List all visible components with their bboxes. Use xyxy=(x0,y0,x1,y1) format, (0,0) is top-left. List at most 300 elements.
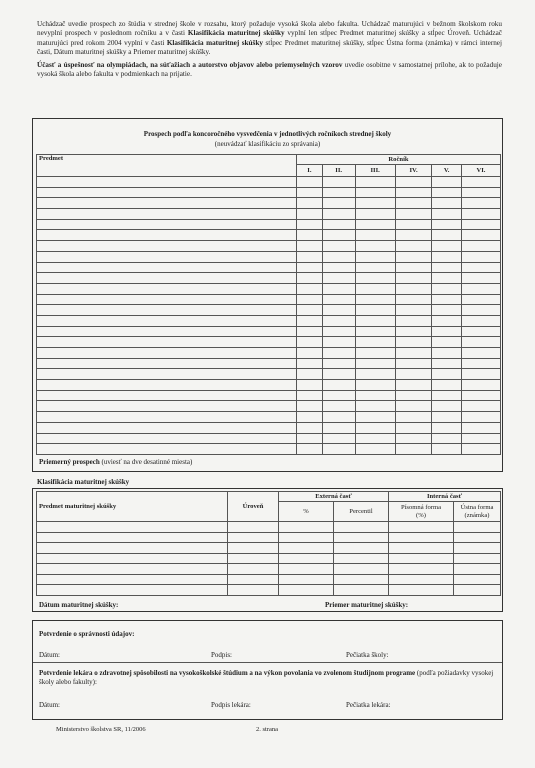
grade-cell[interactable] xyxy=(297,177,323,188)
grade-cell[interactable] xyxy=(297,433,323,444)
exam-row[interactable] xyxy=(37,585,501,596)
grade-cell[interactable] xyxy=(322,187,355,198)
exam-cell[interactable] xyxy=(454,522,501,533)
instruction-bold: Klasifikácia maturitnej skúšky xyxy=(166,38,263,47)
footer-page-number: 2. strana xyxy=(256,726,279,733)
grade-cell[interactable] xyxy=(432,187,461,198)
grade-cell[interactable] xyxy=(432,198,461,209)
exam-cell[interactable] xyxy=(334,532,389,543)
grade-row[interactable] xyxy=(37,326,501,337)
grade-cell[interactable] xyxy=(395,358,432,369)
grade-cell[interactable] xyxy=(461,337,500,348)
grade-cell[interactable] xyxy=(297,380,323,391)
exam-cell[interactable] xyxy=(454,532,501,543)
exam-cell[interactable] xyxy=(228,564,279,575)
grade-row[interactable] xyxy=(37,187,501,198)
grade-cell[interactable] xyxy=(461,433,500,444)
grade-row[interactable] xyxy=(37,273,501,284)
exam-cell[interactable] xyxy=(389,574,454,585)
instruction-text: vyplní len stĺpec Predmet maturitnej skúšky a stĺpec Úroveň. Uchádzač maturujúci pred rokom 2004 vyplní v časti xyxy=(37,29,502,47)
grade-cell[interactable] xyxy=(322,422,355,433)
exam-cell[interactable] xyxy=(389,532,454,543)
exam-col-oral xyxy=(454,502,501,522)
grade-cell[interactable] xyxy=(355,358,395,369)
grade-cell[interactable] xyxy=(432,326,461,337)
grade-row[interactable] xyxy=(37,209,501,220)
confirm-date-label: Dátum: xyxy=(39,651,60,659)
subject-cell[interactable] xyxy=(37,390,297,401)
grade-cell[interactable] xyxy=(432,241,461,252)
grade-cell[interactable] xyxy=(297,326,323,337)
exam-cell[interactable] xyxy=(37,585,228,596)
grade-cell[interactable] xyxy=(297,358,323,369)
grade-cell[interactable] xyxy=(355,177,395,188)
grade-cell[interactable] xyxy=(461,315,500,326)
grade-cell[interactable] xyxy=(322,230,355,241)
grade-row[interactable] xyxy=(37,251,501,262)
grade-cell[interactable] xyxy=(355,369,395,380)
medical-title-note: (podľa požiadavky vysokej školy alebo fakulty): xyxy=(39,669,494,686)
grade-row[interactable] xyxy=(37,230,501,241)
grade-cell[interactable] xyxy=(395,337,432,348)
grade-cell[interactable] xyxy=(432,412,461,423)
exam-cell[interactable] xyxy=(37,564,228,575)
grade-cell[interactable] xyxy=(355,187,395,198)
medical-stamp-label: Pečiatka lekára: xyxy=(346,701,391,709)
grade-cell[interactable] xyxy=(322,273,355,284)
grade-cell[interactable] xyxy=(395,315,432,326)
exam-col-written xyxy=(389,502,454,522)
subject-cell[interactable] xyxy=(37,315,297,326)
grade-cell[interactable] xyxy=(297,401,323,412)
grade-cell[interactable] xyxy=(461,422,500,433)
grade-cell[interactable] xyxy=(297,219,323,230)
grade-cell[interactable] xyxy=(297,444,323,455)
medical-title xyxy=(39,669,494,687)
exam-cell[interactable] xyxy=(37,574,228,585)
grade-cell[interactable] xyxy=(461,358,500,369)
exam-section xyxy=(32,488,503,612)
grade-cell[interactable] xyxy=(461,209,500,220)
exam-cell[interactable] xyxy=(279,564,334,575)
exam-oral-label: Ústna forma xyxy=(460,503,494,511)
grade-cell[interactable] xyxy=(322,283,355,294)
grade-row[interactable] xyxy=(37,348,501,359)
exam-cell[interactable] xyxy=(389,553,454,564)
grade-row[interactable] xyxy=(37,358,501,369)
section-divider xyxy=(33,662,502,663)
grade-cell[interactable] xyxy=(355,283,395,294)
grade-cell[interactable] xyxy=(395,369,432,380)
grade-cell[interactable] xyxy=(395,198,432,209)
grade-cell[interactable] xyxy=(322,326,355,337)
exam-cell[interactable] xyxy=(279,532,334,543)
grade-cell[interactable] xyxy=(461,294,500,305)
exam-cell[interactable] xyxy=(454,543,501,554)
grade-cell[interactable] xyxy=(395,283,432,294)
grade-cell[interactable] xyxy=(322,412,355,423)
grade-cell[interactable] xyxy=(432,219,461,230)
grade-cell[interactable] xyxy=(395,187,432,198)
exam-cell[interactable] xyxy=(334,553,389,564)
grade-cell[interactable] xyxy=(322,348,355,359)
grade-cell[interactable] xyxy=(322,241,355,252)
grade-cell[interactable] xyxy=(461,219,500,230)
exam-cell[interactable] xyxy=(228,585,279,596)
average-row xyxy=(39,458,192,466)
grade-row[interactable] xyxy=(37,422,501,433)
grade-cell[interactable] xyxy=(322,401,355,412)
exam-table-wrap xyxy=(36,491,501,596)
grade-cell[interactable] xyxy=(395,433,432,444)
subject-cell[interactable] xyxy=(37,251,297,262)
grade-cell[interactable] xyxy=(297,294,323,305)
grade-cell[interactable] xyxy=(461,305,500,316)
grade-cell[interactable] xyxy=(461,262,500,273)
confirm-section xyxy=(32,620,503,720)
grade-cell[interactable] xyxy=(395,326,432,337)
year-header: IV. xyxy=(395,165,432,177)
subject-cell[interactable] xyxy=(37,241,297,252)
grade-cell[interactable] xyxy=(432,380,461,391)
subject-cell[interactable] xyxy=(37,294,297,305)
grade-cell[interactable] xyxy=(355,390,395,401)
footer-ministry: Ministerstvo školstva SR, 11/2006 xyxy=(56,726,146,733)
instruction-text: Uchádzač uvedie prospech zo štúdia v strednej škole v rozsahu, ktorý požaduje vysoká škola alebo fakulta. Uchádzač maturujúci v bežnom školskom roku nevyplní prospech v poslednom ročníku a v časti xyxy=(37,20,502,38)
grade-cell[interactable] xyxy=(355,230,395,241)
subject-cell[interactable] xyxy=(37,412,297,423)
subject-cell[interactable] xyxy=(37,219,297,230)
grade-cell[interactable] xyxy=(322,358,355,369)
grade-row[interactable] xyxy=(37,241,501,252)
grade-cell[interactable] xyxy=(395,209,432,220)
exam-row[interactable] xyxy=(37,564,501,575)
instruction-bold: Účasť a úspešnosť na olympiádach, na súťažiach a autorstvo objavov alebo priemyselných vzorov xyxy=(37,60,343,69)
grade-cell[interactable] xyxy=(432,273,461,284)
medical-date-label: Dátum: xyxy=(39,701,60,709)
year-header: VI. xyxy=(461,165,500,177)
exam-cell[interactable] xyxy=(279,543,334,554)
grade-row[interactable] xyxy=(37,444,501,455)
grade-cell[interactable] xyxy=(461,380,500,391)
grade-cell[interactable] xyxy=(461,401,500,412)
exam-row[interactable] xyxy=(37,574,501,585)
medical-signature-label: Podpis lekára: xyxy=(211,701,251,709)
exam-col-percentile: Percentil xyxy=(334,502,389,522)
grade-cell[interactable] xyxy=(322,262,355,273)
grade-cell[interactable] xyxy=(395,219,432,230)
subject-cell[interactable] xyxy=(37,187,297,198)
grade-cell[interactable] xyxy=(395,380,432,391)
grade-row[interactable] xyxy=(37,390,501,401)
grade-cell[interactable] xyxy=(355,348,395,359)
grade-cell[interactable] xyxy=(297,230,323,241)
exam-cell[interactable] xyxy=(389,522,454,533)
grades-title: Prospech podľa koncoročného vysvedčenia v jednotlivých ročníkoch strednej školy xyxy=(143,130,392,138)
grade-cell[interactable] xyxy=(395,401,432,412)
grade-cell[interactable] xyxy=(355,433,395,444)
grade-cell[interactable] xyxy=(432,348,461,359)
grade-cell[interactable] xyxy=(297,390,323,401)
subject-cell[interactable] xyxy=(37,283,297,294)
grade-cell[interactable] xyxy=(355,262,395,273)
grade-cell[interactable] xyxy=(461,444,500,455)
subject-cell[interactable] xyxy=(37,369,297,380)
exam-cell[interactable] xyxy=(389,543,454,554)
exam-cell[interactable] xyxy=(279,553,334,564)
grade-cell[interactable] xyxy=(355,326,395,337)
exam-table xyxy=(36,491,501,596)
grade-cell[interactable] xyxy=(461,283,500,294)
grade-cell[interactable] xyxy=(432,305,461,316)
grade-cell[interactable] xyxy=(297,283,323,294)
subject-cell[interactable] xyxy=(37,422,297,433)
subject-cell[interactable] xyxy=(37,433,297,444)
average-note: (uviesť na dve desatinné miesta) xyxy=(99,458,193,466)
grade-cell[interactable] xyxy=(395,348,432,359)
grade-cell[interactable] xyxy=(322,251,355,262)
grade-cell[interactable] xyxy=(432,444,461,455)
exam-cell[interactable] xyxy=(454,564,501,575)
exam-cell[interactable] xyxy=(228,532,279,543)
exam-cell[interactable] xyxy=(334,585,389,596)
grade-cell[interactable] xyxy=(461,241,500,252)
exam-row[interactable] xyxy=(37,543,501,554)
grade-cell[interactable] xyxy=(297,198,323,209)
grade-cell[interactable] xyxy=(355,198,395,209)
exam-cell[interactable] xyxy=(334,574,389,585)
exam-row[interactable] xyxy=(37,532,501,543)
exam-row[interactable] xyxy=(37,553,501,564)
grade-cell[interactable] xyxy=(395,241,432,252)
grade-cell[interactable] xyxy=(432,209,461,220)
exam-cell[interactable] xyxy=(228,522,279,533)
exam-cell[interactable] xyxy=(389,564,454,575)
grade-cell[interactable] xyxy=(432,358,461,369)
exam-body xyxy=(37,522,501,596)
grade-cell[interactable] xyxy=(432,390,461,401)
subject-cell[interactable] xyxy=(37,348,297,359)
grade-cell[interactable] xyxy=(432,433,461,444)
grades-table xyxy=(36,154,501,455)
exam-cell[interactable] xyxy=(279,585,334,596)
grade-cell[interactable] xyxy=(322,444,355,455)
exam-date-label: Dátum maturitnej skúšky: xyxy=(39,601,119,609)
grades-body xyxy=(37,177,501,455)
grade-cell[interactable] xyxy=(322,369,355,380)
grade-cell[interactable] xyxy=(432,369,461,380)
grade-cell[interactable] xyxy=(461,369,500,380)
grade-cell[interactable] xyxy=(432,315,461,326)
subject-cell[interactable] xyxy=(37,262,297,273)
grade-row[interactable] xyxy=(37,177,501,188)
grade-cell[interactable] xyxy=(355,209,395,220)
grades-table-wrap xyxy=(36,154,501,455)
subject-cell[interactable] xyxy=(37,177,297,188)
subject-cell[interactable] xyxy=(37,326,297,337)
grade-cell[interactable] xyxy=(297,241,323,252)
grade-cell[interactable] xyxy=(297,273,323,284)
exam-cell[interactable] xyxy=(334,522,389,533)
grade-cell[interactable] xyxy=(355,241,395,252)
grade-cell[interactable] xyxy=(395,422,432,433)
exam-cell[interactable] xyxy=(334,543,389,554)
subject-cell[interactable] xyxy=(37,305,297,316)
exam-cell[interactable] xyxy=(279,522,334,533)
grade-cell[interactable] xyxy=(395,444,432,455)
grade-cell[interactable] xyxy=(355,412,395,423)
exam-cell[interactable] xyxy=(228,553,279,564)
exam-col-internal: Interná časť xyxy=(389,492,501,502)
subject-cell[interactable] xyxy=(37,230,297,241)
grade-cell[interactable] xyxy=(432,251,461,262)
grade-cell[interactable] xyxy=(461,177,500,188)
grade-cell[interactable] xyxy=(395,305,432,316)
grade-cell[interactable] xyxy=(355,251,395,262)
grade-cell[interactable] xyxy=(432,422,461,433)
grade-cell[interactable] xyxy=(395,294,432,305)
grade-cell[interactable] xyxy=(461,273,500,284)
grade-cell[interactable] xyxy=(395,262,432,273)
subject-cell[interactable] xyxy=(37,273,297,284)
subject-cell[interactable] xyxy=(37,380,297,391)
grade-cell[interactable] xyxy=(461,187,500,198)
grade-cell[interactable] xyxy=(297,305,323,316)
grade-cell[interactable] xyxy=(395,273,432,284)
grade-cell[interactable] xyxy=(355,380,395,391)
grade-cell[interactable] xyxy=(461,251,500,262)
grade-cell[interactable] xyxy=(395,177,432,188)
grade-cell[interactable] xyxy=(297,315,323,326)
exam-written-unit: (%) xyxy=(416,511,426,519)
grade-cell[interactable] xyxy=(395,412,432,423)
grade-row[interactable] xyxy=(37,262,501,273)
grade-cell[interactable] xyxy=(297,412,323,423)
grade-cell[interactable] xyxy=(432,283,461,294)
grade-cell[interactable] xyxy=(297,209,323,220)
grade-cell[interactable] xyxy=(395,230,432,241)
confirm-signature-label: Podpis: xyxy=(211,651,233,659)
grade-row[interactable] xyxy=(37,369,501,380)
subject-cell[interactable] xyxy=(37,444,297,455)
grade-cell[interactable] xyxy=(322,294,355,305)
exam-cell[interactable] xyxy=(454,585,501,596)
grade-cell[interactable] xyxy=(355,337,395,348)
grades-section xyxy=(32,118,503,472)
instruction-text: stĺpec Predmet maturitnej skúšky, stĺpec Ústna forma (známka) v rámci internej časti, Dátum maturitnej skúšky a Priemer maturitnej skúšky. xyxy=(37,38,502,57)
grade-cell[interactable] xyxy=(355,294,395,305)
exam-cell[interactable] xyxy=(454,553,501,564)
exam-cell[interactable] xyxy=(37,543,228,554)
grade-cell[interactable] xyxy=(432,294,461,305)
grade-cell[interactable] xyxy=(297,251,323,262)
exam-cell[interactable] xyxy=(228,543,279,554)
grade-cell[interactable] xyxy=(297,348,323,359)
grade-cell[interactable] xyxy=(355,315,395,326)
grade-cell[interactable] xyxy=(297,337,323,348)
grade-row[interactable] xyxy=(37,380,501,391)
exam-title: Klasifikácia maturitnej skúšky xyxy=(37,478,130,486)
grade-cell[interactable] xyxy=(322,380,355,391)
grade-cell[interactable] xyxy=(355,444,395,455)
grade-cell[interactable] xyxy=(322,198,355,209)
grade-cell[interactable] xyxy=(461,198,500,209)
grade-cell[interactable] xyxy=(395,390,432,401)
grade-cell[interactable] xyxy=(322,337,355,348)
grade-row[interactable] xyxy=(37,401,501,412)
grade-cell[interactable] xyxy=(461,412,500,423)
grade-cell[interactable] xyxy=(395,251,432,262)
grade-cell[interactable] xyxy=(355,422,395,433)
grade-cell[interactable] xyxy=(297,262,323,273)
instruction-bold: Klasifikácia maturitnej skúšky xyxy=(187,29,285,38)
grade-cell[interactable] xyxy=(297,369,323,380)
grade-cell[interactable] xyxy=(297,422,323,433)
grade-cell[interactable] xyxy=(322,219,355,230)
grade-row[interactable] xyxy=(37,198,501,209)
grade-row[interactable] xyxy=(37,305,501,316)
grade-cell[interactable] xyxy=(322,390,355,401)
subject-cell[interactable] xyxy=(37,401,297,412)
year-header: I. xyxy=(297,165,323,177)
grade-cell[interactable] xyxy=(355,273,395,284)
grade-cell[interactable] xyxy=(322,433,355,444)
grade-row[interactable] xyxy=(37,294,501,305)
confirm-title: Potvrdenie o správnosti údajov: xyxy=(39,630,135,638)
subject-cell[interactable] xyxy=(37,337,297,348)
grade-row[interactable] xyxy=(37,433,501,444)
exam-cell[interactable] xyxy=(37,522,228,533)
subject-cell[interactable] xyxy=(37,358,297,369)
grade-cell[interactable] xyxy=(322,315,355,326)
grade-cell[interactable] xyxy=(432,401,461,412)
grade-cell[interactable] xyxy=(297,187,323,198)
grade-cell[interactable] xyxy=(461,326,500,337)
exam-col-subject: Predmet maturitnej skúšky xyxy=(37,492,228,522)
grade-cell[interactable] xyxy=(461,348,500,359)
grade-cell[interactable] xyxy=(355,401,395,412)
grade-cell[interactable] xyxy=(461,230,500,241)
exam-cell[interactable] xyxy=(37,553,228,564)
grade-cell[interactable] xyxy=(355,219,395,230)
grade-row[interactable] xyxy=(37,315,501,326)
subject-cell[interactable] xyxy=(37,209,297,220)
exam-cell[interactable] xyxy=(389,585,454,596)
exam-cell[interactable] xyxy=(279,574,334,585)
grade-cell[interactable] xyxy=(322,177,355,188)
grade-cell[interactable] xyxy=(432,262,461,273)
subject-cell[interactable] xyxy=(37,198,297,209)
exam-row[interactable] xyxy=(37,522,501,533)
instructions xyxy=(37,20,502,82)
grade-cell[interactable] xyxy=(432,230,461,241)
grade-row[interactable] xyxy=(37,412,501,423)
grade-row[interactable] xyxy=(37,219,501,230)
exam-cell[interactable] xyxy=(228,574,279,585)
grades-subtitle: (neuvádzať klasifikáciu zo správania) xyxy=(214,140,321,148)
grade-row[interactable] xyxy=(37,337,501,348)
grade-cell[interactable] xyxy=(322,305,355,316)
exam-cell[interactable] xyxy=(454,574,501,585)
grade-cell[interactable] xyxy=(432,337,461,348)
grade-row[interactable] xyxy=(37,283,501,294)
grade-cell[interactable] xyxy=(461,390,500,401)
grade-cell[interactable] xyxy=(355,305,395,316)
grade-cell[interactable] xyxy=(322,209,355,220)
exam-cell[interactable] xyxy=(334,564,389,575)
grade-cell[interactable] xyxy=(432,177,461,188)
exam-cell[interactable] xyxy=(37,532,228,543)
